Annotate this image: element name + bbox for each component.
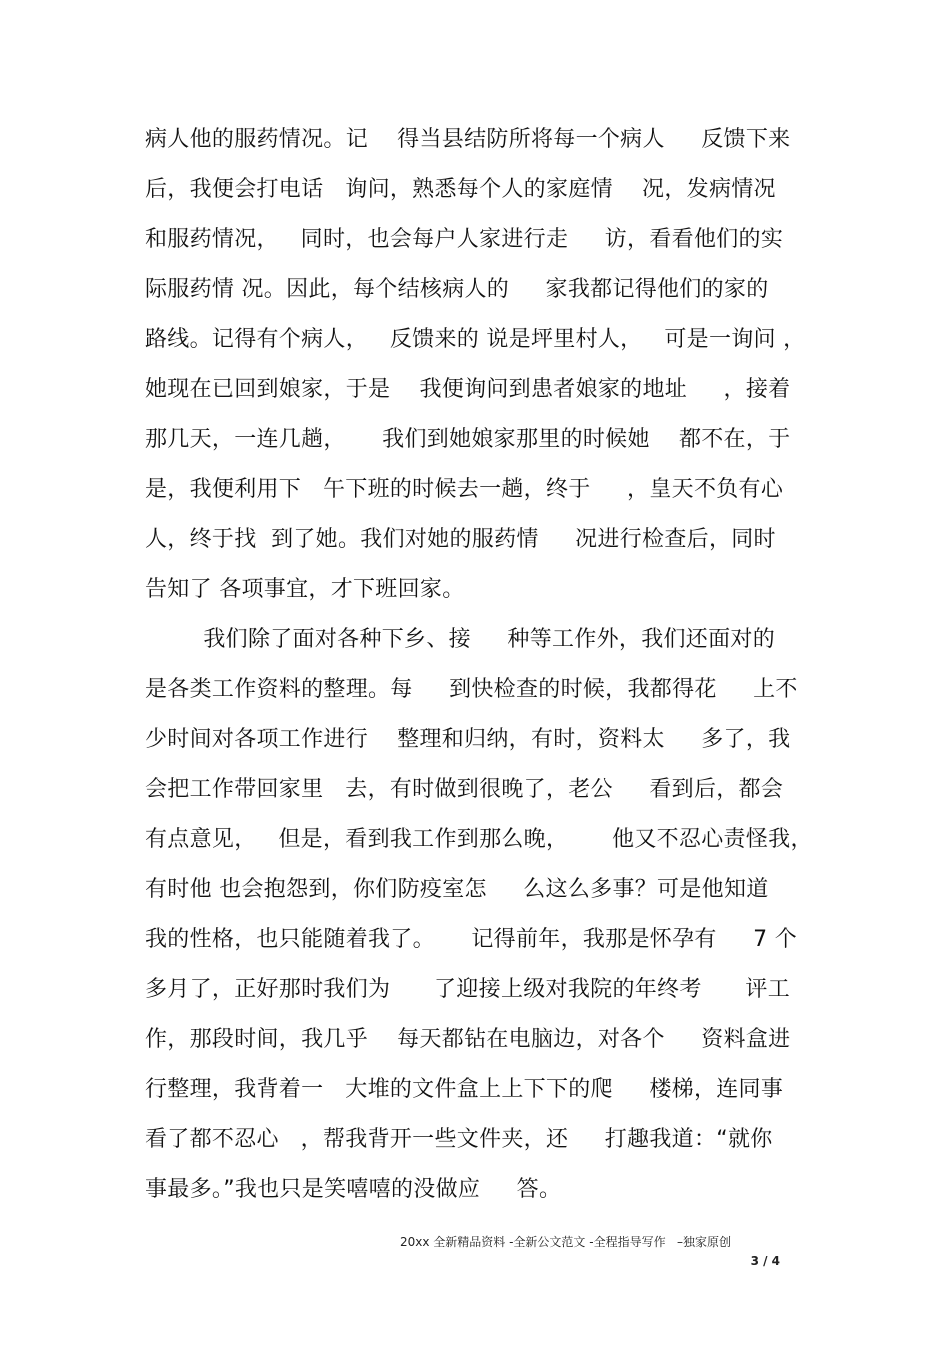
text-line: 那几天，一连几趟， 我们到她娘家那里的时候她 都不在，于 [145, 427, 791, 452]
text-line: 事最多。”我也只是笑嘻嘻的没做应 答。 [145, 1177, 562, 1202]
text-line: 人，终于找 到了她。我们对她的服药情 况进行检查后，同时 [145, 527, 776, 552]
text-line: 作，那段时间，我几乎 每天都钻在电脑边，对各个 资料盒进 [145, 1027, 791, 1052]
text-line: 多月了，正好那时我们为 了迎接上级对我院的年终考 评工 [145, 977, 791, 1002]
text-line: 她现在已回到娘家，于是 我便询问到患者娘家的地址 ，接着 [145, 377, 791, 402]
text-line: 看了都不忍心 ，帮我背开一些文件夹，还 打趣我道：“就你 [145, 1127, 773, 1152]
text-line: 我的性格，也只能随着我了。 记得前年，我那是怀孕有 7 个 [145, 927, 798, 952]
text-line: 后，我便会打电话 询问，熟悉每个人的家庭情 况，发病情况 [145, 177, 776, 202]
page-number: 3 / 4 [750, 1254, 780, 1268]
text-line: 病人他的服药情况。记 得当县结防所将每一个病人 反馈下来 [145, 127, 791, 152]
text-line: 有时他 也会抱怨到，你们防疫室怎 么这么多事？可是他知道 [145, 877, 769, 902]
footer-text: 20xx 全新精品资料 -全新公文范文 -全程指导写作 –独家原创 [400, 1235, 732, 1249]
text-line: 会把工作带回家里 去，有时做到很晚了，老公 看到后，都会 [145, 777, 784, 802]
text-line: 路线。记得有个病人， 反馈来的 说是坪里村人， 可是一询问 ， [145, 327, 806, 352]
text-line: 际服药情 况。因此，每个结核病人的 家我都记得他们的家的 [145, 277, 769, 302]
text-line: 我们除了面对各种下乡、接 种等工作外，我们还面对的 [145, 627, 776, 652]
text-line: 是各类工作资料的整理。每 到快检查的时候，我都得花 上不 [145, 677, 798, 702]
text-line: 有点意见， 但是，看到我工作到那么晚， 他又不忍心责怪我， [145, 827, 813, 852]
text-line: 行整理，我背着一 大堆的文件盒上上下下的爬 楼梯，连同事 [145, 1077, 784, 1102]
text-line: 和服药情况， 同时，也会每户人家进行走 访，看看他们的实 [145, 227, 784, 252]
text-line: 是，我便利用下 午下班的时候去一趟，终于 ，皇天不负有心 [145, 477, 784, 502]
page-footer [400, 1234, 780, 1269]
text-line: 告知了 各项事宜，才下班回家。 [145, 577, 465, 602]
body-text [145, 120, 815, 1220]
text-line: 少时间对各项工作进行 整理和归纳，有时，资料太 多了，我 [145, 727, 791, 752]
